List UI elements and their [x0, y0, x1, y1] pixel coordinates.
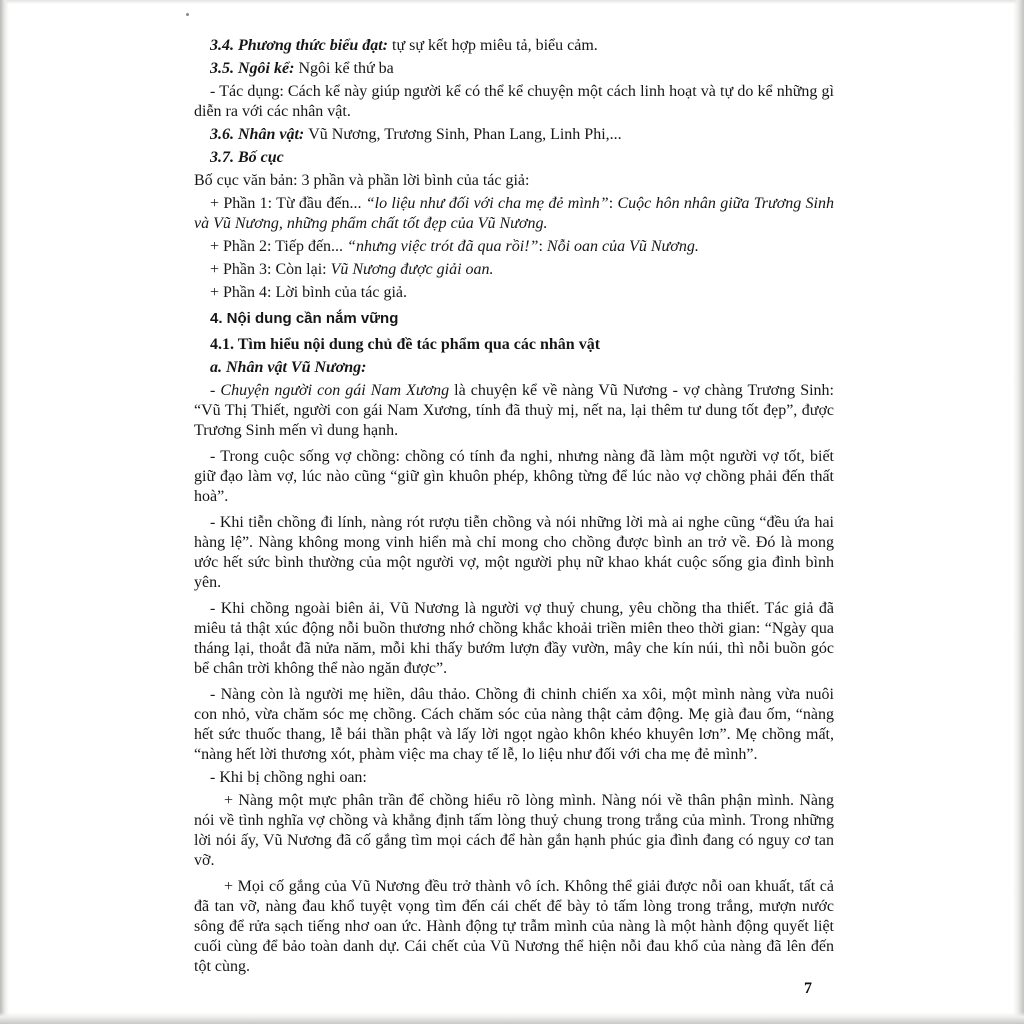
text-segment: Ngôi kể thứ ba	[298, 60, 394, 77]
text-segment: Vũ Nương được giải oan.	[330, 261, 494, 278]
paragraph	[194, 447, 834, 507]
text-segment: -	[210, 382, 221, 399]
text-segment: tự sự kết hợp miêu tả, biểu cảm.	[392, 37, 598, 54]
heading-3-7	[194, 148, 834, 168]
text-segment: + Phần 4: Lời bình của tác giả.	[210, 284, 407, 301]
paragraph	[194, 768, 834, 788]
scan-edge-right	[1013, 0, 1024, 1024]
text-segment: - Khi bị chồng nghi oan:	[210, 769, 367, 786]
text-segment: - Tác dụng: Cách kể này giúp người kể có thể kể chuyện một cách linh hoạt và tự do kể những gì diễn ra với các nhân vật.	[194, 83, 834, 120]
text-segment: 3.6. Nhân vật:	[210, 126, 309, 143]
paragraph	[194, 877, 834, 977]
text-segment: 3.4. Phương thức biểu đạt:	[210, 37, 392, 54]
paragraph	[194, 513, 834, 593]
text-segment: + Phần 1: Từ đầu đến...	[210, 195, 366, 212]
text-segment: là chuyện kể về nàng Vũ Nương - vợ chàng Trương Sinh: “Vũ Thị Thiết, người con gái Nam Xương, tính đã thuỳ mị, nết na, lại thêm tư dung tốt đẹp”, được Trương Sinh mến vì dung hạnh.	[194, 382, 834, 439]
paragraph-part-4	[194, 283, 834, 303]
heading-4-1	[194, 335, 834, 355]
paragraph	[194, 685, 834, 765]
paragraph-part-2	[194, 237, 834, 257]
text-segment: Nỗi oan của Vũ Nương.	[546, 238, 699, 255]
heading-4	[194, 309, 834, 329]
text-segment: - Khi chồng ngoài biên ải, Vũ Nương là người vợ thuỷ chung, yêu chồng tha thiết. Tác giả đã miêu tả thật xúc động nỗi buồn thương nhớ chồng khắc khoải triền miên theo thời gian: “Ngày qua tháng lại, thoắt đã nửa năm, mỗi khi thấy bướm lượn đầy vườn, mây che kín núi, thì nỗi buồn góc bể chân trời không thể nào ngăn được”.	[194, 600, 834, 677]
paragraph-part-1	[194, 194, 834, 234]
text-segment: :	[608, 195, 618, 212]
text-segment: Cuộc hôn nhân giữa Trương Sinh và Vũ Nương, những phẩm chất tốt đẹp của Vũ Nương.	[194, 195, 834, 232]
text-segment: a. Nhân vật Vũ Nương:	[210, 359, 367, 376]
text-segment: + Mọi cố gắng của Vũ Nương đều trở thành vô ích. Không thể giải được nỗi oan khuất, tất cả đã tan vỡ, nàng đau khổ tuyệt vọng tìm đến cái chết để bày tỏ tấm lòng trong trắng, mượn nước sông để rửa sạch tiếng nhơ oan ức. Hành động tự trẫm mình của nàng là một hành động quyết liệt cuối cùng để bảo toàn danh dự. Cái chết của Vũ Nương thể hiện nỗi đau khổ của nàng đã lên đến tột cùng.	[194, 878, 834, 975]
paragraph	[194, 82, 834, 122]
text-segment: Bố cục văn bản: 3 phần và phần lời bình của tác giả:	[194, 172, 530, 189]
text-segment: 4. Nội dung cần nắm vững	[210, 310, 399, 327]
text-segment: - Khi tiễn chồng đi lính, nàng rót rượu tiễn chồng và nói những lời mà ai nghe cũng “đều ứa hai hàng lệ”. Nàng không mong vinh hiển mà chỉ mong cho chồng được bình an trở về. Đó là mong ước hết sức bình thường của một người vợ, một người phụ nữ khao khát cuộc sống gia đình bình yên.	[194, 514, 834, 591]
heading-a	[194, 358, 834, 378]
text-segment: - Trong cuộc sống vợ chồng: chồng có tính đa nghi, nhưng nàng đã làm một người vợ tốt, biết giữ đạo làm vợ, lúc nào cũng “giữ gìn khuôn phép, không từng để lúc nào vợ chồng phải đến thất hoà”.	[194, 448, 834, 505]
paragraph	[194, 791, 834, 871]
scan-edge-bottom	[0, 1012, 1024, 1024]
text-segment: “nhưng việc trót đã qua rồi!”	[347, 238, 539, 255]
scan-edge-top	[0, 0, 1024, 4]
text-segment: Vũ Nương, Trương Sinh, Phan Lang, Linh Phi,...	[308, 126, 622, 143]
text-segment: 3.7. Bố cục	[210, 149, 284, 166]
text-segment: 4.1. Tìm hiểu nội dung chủ đề tác phẩm qua các nhân vật	[210, 336, 601, 353]
heading-3-6	[194, 125, 834, 145]
heading-3-5	[194, 59, 834, 79]
text-segment: :	[538, 238, 547, 255]
paragraph	[194, 381, 834, 441]
text-segment: “lo liệu như đối với cha mẹ đẻ mình”	[365, 195, 609, 212]
paragraph	[194, 171, 834, 191]
scan-edge-left	[0, 0, 9, 1024]
paragraph	[194, 599, 834, 679]
text-segment: Chuyện người con gái Nam Xương	[220, 382, 450, 399]
text-segment: + Phần 2: Tiếp đến...	[210, 238, 348, 255]
text-segment: - Nàng còn là người mẹ hiền, dâu thảo. Chồng đi chinh chiến xa xôi, một mình nàng vừa nuôi con nhỏ, vừa chăm sóc mẹ chồng. Cách chăm sóc của nàng thật cảm động. Mẹ già đau ốm, “nàng hết sức thuốc thang, lễ bái thần phật và lấy lời ngọt ngào khôn khéo khuyên lơn”. Mẹ chồng mất, “nàng hết lời thương xót, phàm việc ma chay tế lễ, lo liệu như đối với cha mẹ đẻ mình”.	[194, 686, 834, 763]
paragraph-part-3	[194, 260, 834, 280]
scan-artifact-dot	[186, 13, 189, 16]
text-segment: + Nàng một mực phân trần để chồng hiểu rõ lòng mình. Nàng nói về thân phận mình. Nàng nói về tình nghĩa vợ chồng và khẳng định tấm lòng thuỷ chung trong trắng của mình. Trong những lời nói ấy, Vũ Nương đã cố gắng tìm mọi cách để hàn gắn hạnh phúc gia đình đang có nguy cơ tan vỡ.	[194, 792, 834, 869]
page-number: 7	[804, 980, 812, 997]
text-segment: 3.5. Ngôi kể:	[210, 60, 299, 77]
heading-3-4	[194, 36, 834, 56]
document-body	[194, 36, 834, 980]
text-segment: + Phần 3: Còn lại:	[210, 261, 331, 278]
